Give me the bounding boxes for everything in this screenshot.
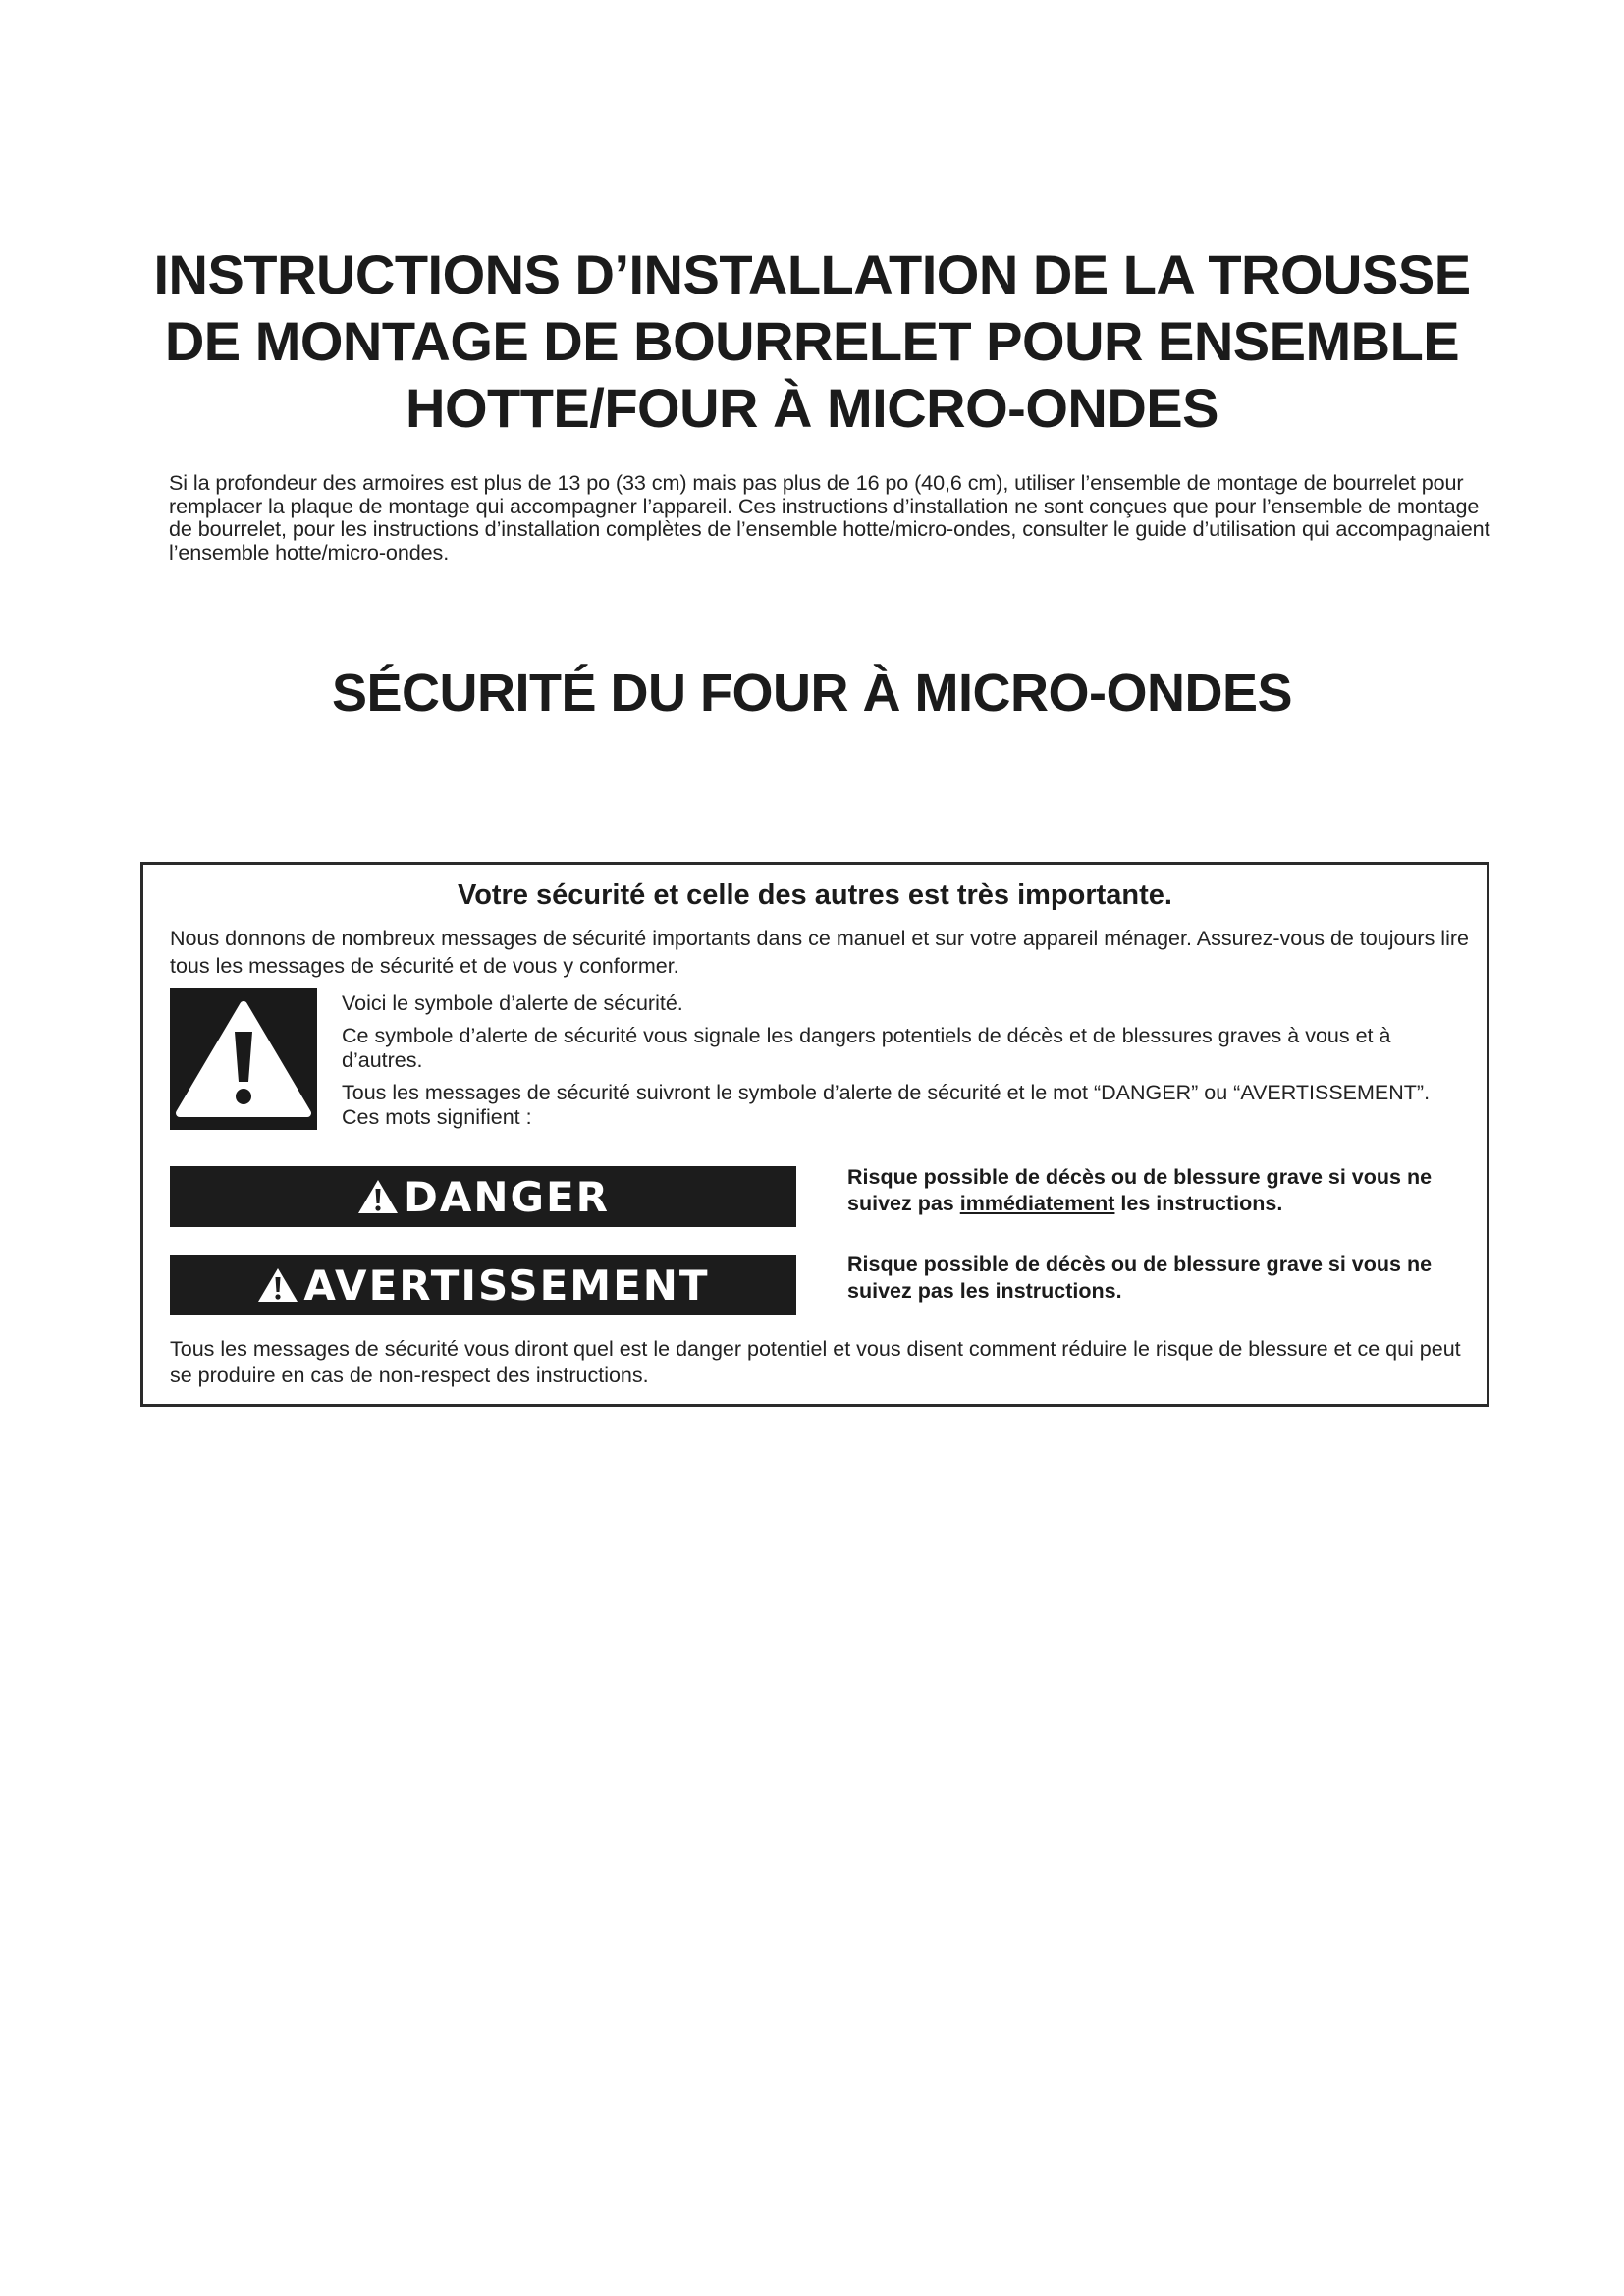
document-title bbox=[128, 241, 1496, 442]
section-title: SÉCURITÉ DU FOUR À MICRO-ONDES bbox=[331, 664, 1292, 722]
warning-alert-icon bbox=[256, 1265, 299, 1305]
symbol-line-2: Ce symbole d’alerte de sécurité vous signale les dangers potentiels de décès et de blessures graves à vous et à d’autres. bbox=[342, 1024, 1391, 1072]
safety-heading: Votre sécurité et celle des autres est très importante. bbox=[458, 880, 1172, 911]
symbol-explanation bbox=[342, 991, 1432, 1138]
warning-label: AVERTISSEMENT bbox=[303, 1260, 710, 1309]
danger-description bbox=[847, 1164, 1476, 1217]
warning-signal-bar bbox=[170, 1255, 796, 1315]
safety-box bbox=[140, 862, 1489, 1407]
danger-desc-emphasis: immédiatement bbox=[959, 1192, 1115, 1215]
warning-description: Risque possible de décès ou de blessure grave si vous ne suivez pas les instructions. bbox=[847, 1253, 1433, 1303]
danger-alert-icon bbox=[356, 1177, 400, 1216]
safety-footer: Tous les messages de sécurité vous diront quel est le danger potentiel et vous disent comment réduire le risque de blessure et ce qui peut se produire en cas de non-respect des instructions. bbox=[170, 1337, 1461, 1387]
danger-signal-bar bbox=[170, 1166, 796, 1227]
safety-intro: Nous donnons de nombreux messages de sécurité importants dans ce manuel et sur votre appareil ménager. Assurez-vous de toujours lire tous les messages de sécurité et de vous y conformer. bbox=[170, 927, 1469, 978]
symbol-line-1: Voici le symbole d’alerte de sécurité. bbox=[342, 991, 683, 1015]
danger-desc-end: les instructions. bbox=[1114, 1192, 1283, 1215]
symbol-line-3: Tous les messages de sécurité suivront le symbole d’alerte de sécurité et le mot “DANGER” ou “AVERTISSEMENT”. Ces mots signifient : bbox=[342, 1081, 1431, 1129]
safety-alert-triangle-icon bbox=[170, 988, 317, 1130]
danger-desc-start: Risque possible de décès ou de blessure grave si vous ne suivez pas bbox=[847, 1165, 1433, 1215]
intro-paragraph: Si la profondeur des armoires est plus de 13 po (33 cm) mais pas plus de 16 po (40,6 cm), utiliser l’ensemble de montage de bourrelet pour remplacer la plaque de montage qui accompagner l’appareil. Ces instructions d’installation ne sont conçues que pour l’ensemble de montage de bourrelet, pour les instructions d’installation complètes de l’ensemble hotte/micro-ondes, consulter le guide d’utilisation qui accompagnaient l’ensemble hotte/micro-ondes. bbox=[169, 470, 1490, 564]
title-line-1: INSTRUCTIONS D’INSTALLATION DE LA TROUSSE bbox=[153, 243, 1471, 305]
danger-label: DANGER bbox=[403, 1172, 611, 1221]
title-line-2: DE MONTAGE DE BOURRELET POUR ENSEMBLE bbox=[164, 310, 1460, 372]
title-line-3: HOTTE/FOUR À MICRO-ONDES bbox=[406, 377, 1218, 439]
